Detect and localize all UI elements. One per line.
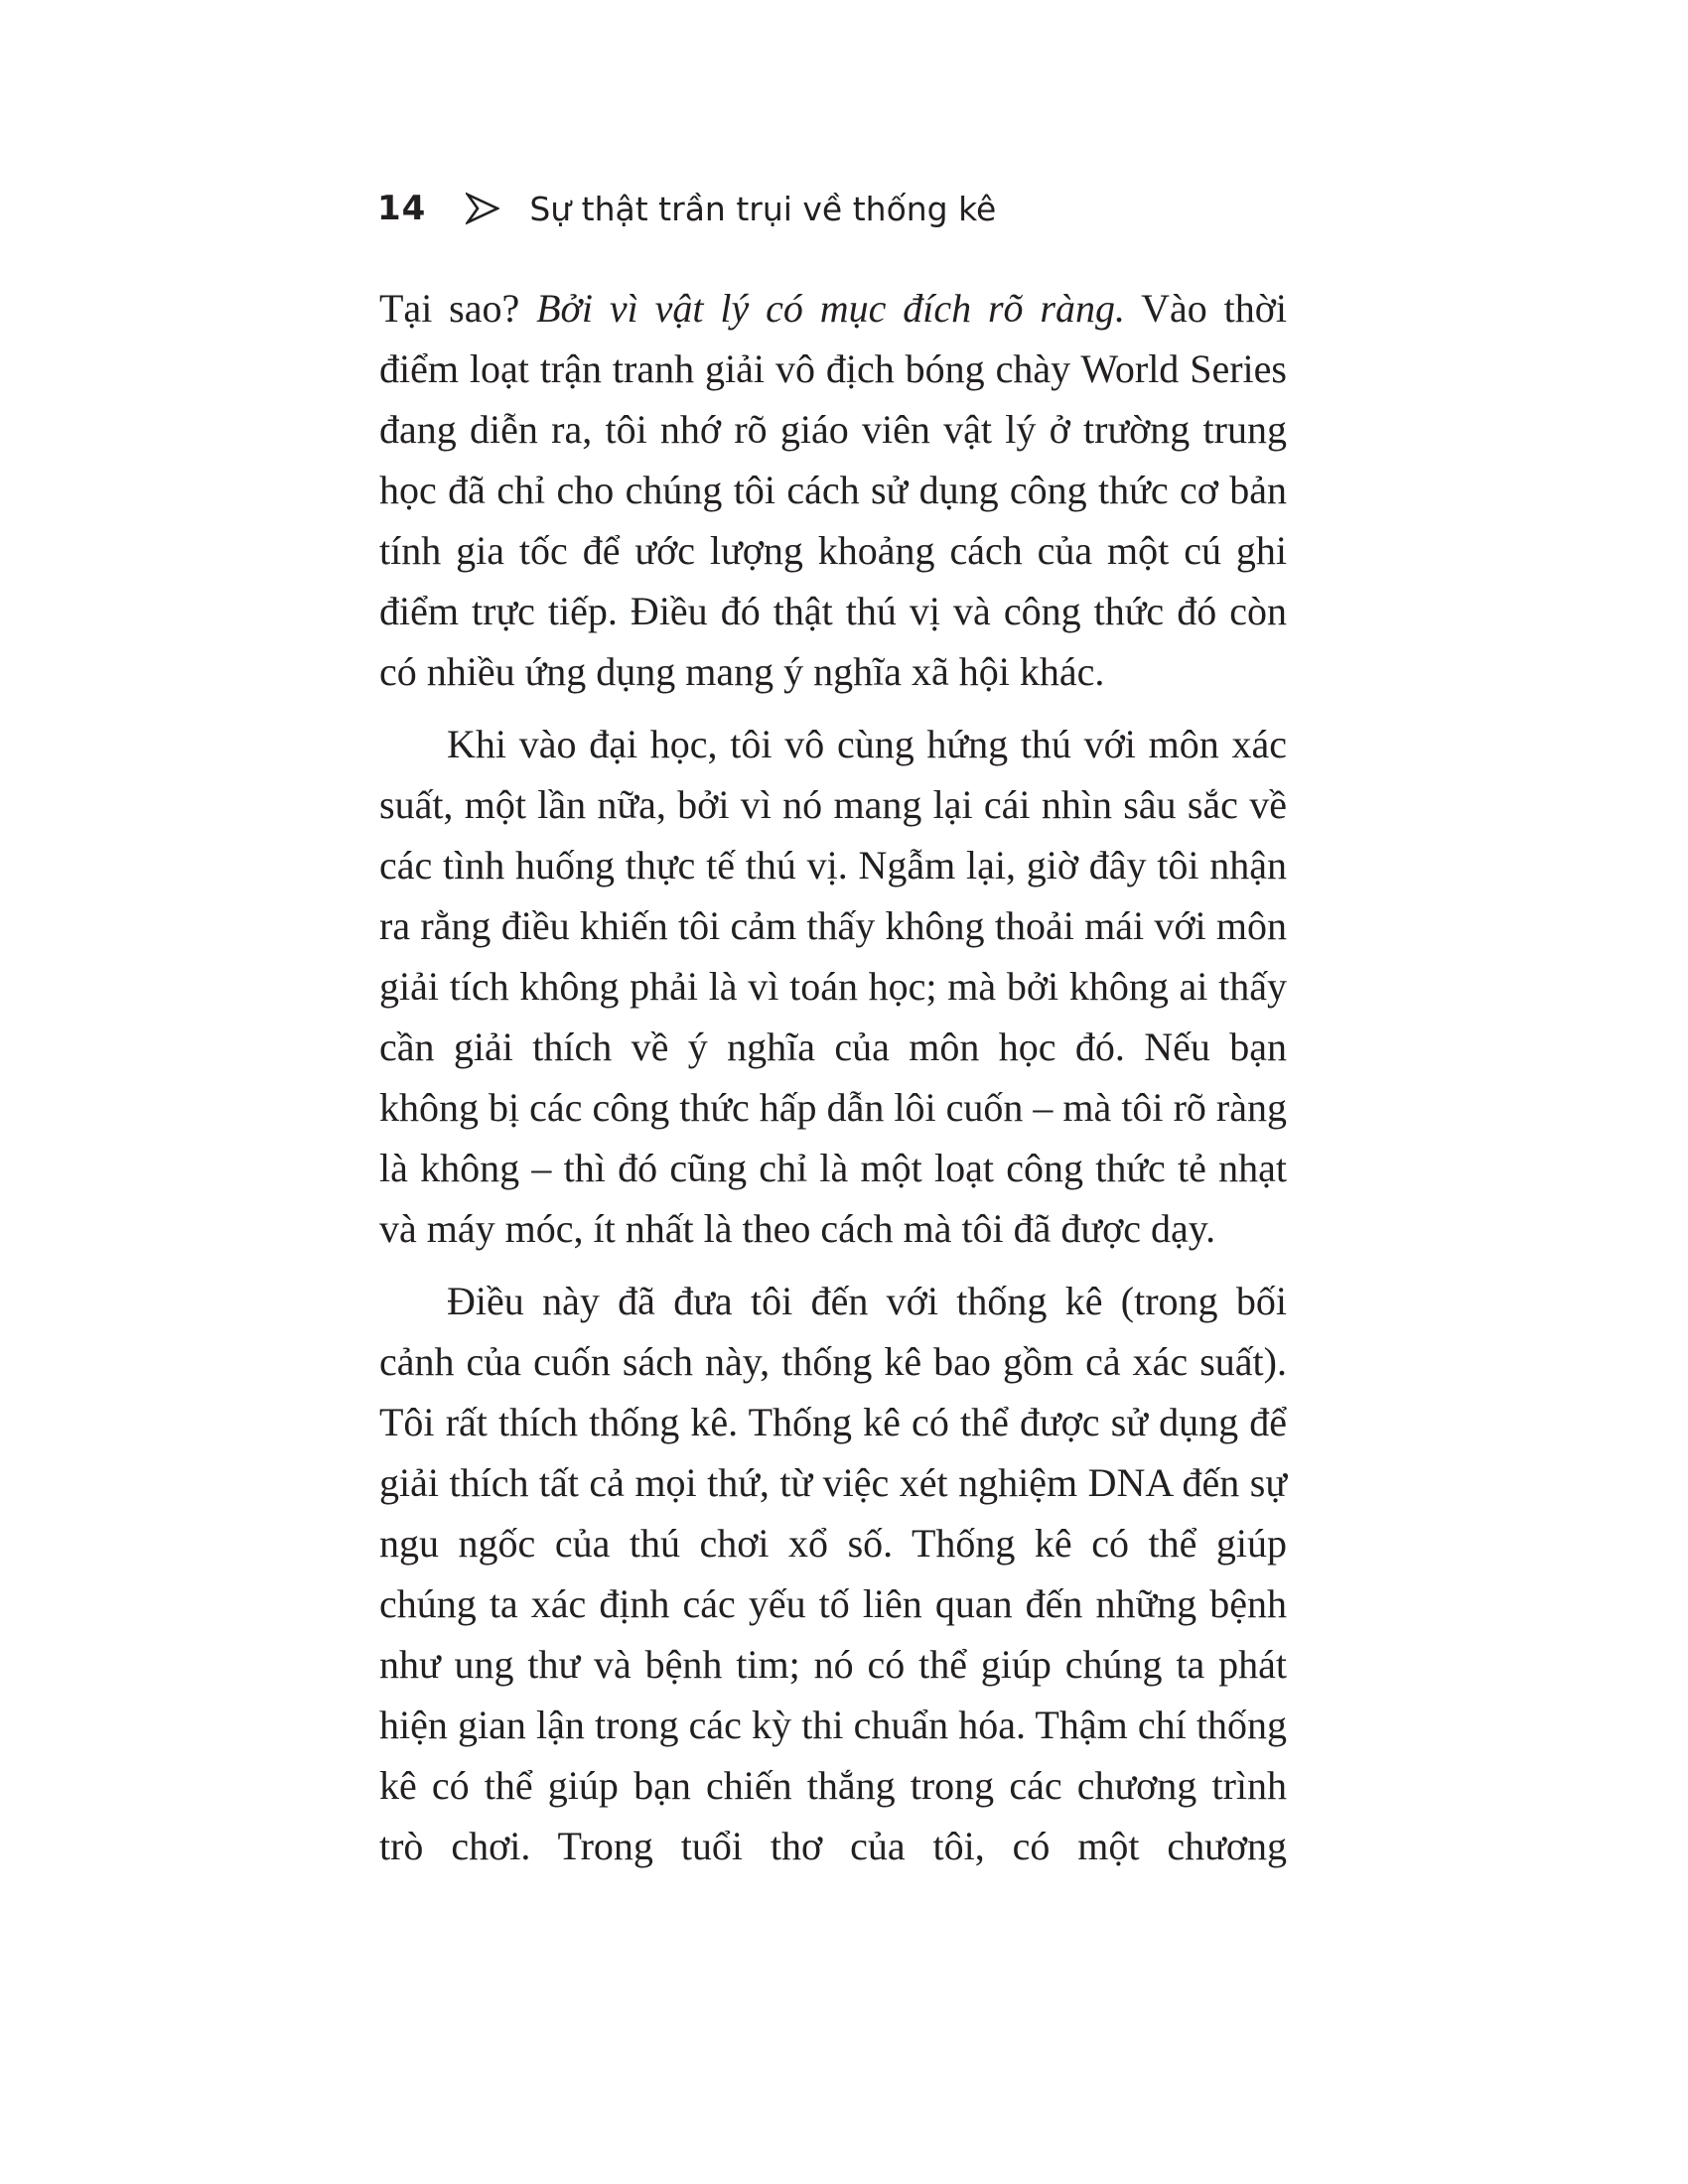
paragraph-1-lead: Tại sao?	[379, 286, 537, 331]
running-head	[377, 179, 996, 238]
page-number: 14	[377, 189, 427, 228]
paragraph-1-rest: Vào thời điểm loạt trận tranh giải vô địch bóng chày World Series đang diễn ra, tôi nhớ rõ giáo viên vật lý ở trường trung học đã chỉ cho chúng tôi cách sử dụng công thức cơ bản tính gia tốc để ước lượng khoảng cách của một cú ghi điểm trực tiếp. Điều đó thật thú vị và công thức đó còn có nhiều ứng dụng mang ý nghĩa xã hội khác.	[379, 286, 1288, 694]
arrowhead-right-icon	[466, 192, 499, 225]
body-text	[379, 278, 1287, 1888]
paragraph-1-italic: Bởi vì vật lý có mục đích rõ ràng.	[536, 286, 1125, 331]
paragraph-2: Khi vào đại học, tôi vô cùng hứng thú với môn xác suất, một lần nữa, bởi vì nó mang lại cái nhìn sâu sắc về các tình huống thực tế thú vị. Ngẫm lại, giờ đây tôi nhận ra rằng điều khiến tôi cảm thấy không thoải mái với môn giải tích không phải là vì toán học; mà bởi không ai thấy cần giải thích về ý nghĩa của môn học đó. Nếu bạn không bị các công thức hấp dẫn lôi cuốn – mà tôi rõ ràng là không – thì đó cũng chỉ là một loạt công thức tẻ nhạt và máy móc, ít nhất là theo cách mà tôi đã được dạy.	[379, 722, 1287, 1251]
running-title: Sự thật trần trụi về thống kê	[529, 189, 997, 228]
paragraph-3: Điều này đã đưa tôi đến với thống kê (trong bối cảnh của cuốn sách này, thống kê bao gồm cả xác suất). Tôi rất thích thống kê. Thống kê có thể được sử dụng để giải thích tất cả mọi thứ, từ việc xét nghiệm DNA đến sự ngu ngốc của thú chơi xổ số. Thống kê có thể giúp chúng ta xác định các yếu tố liên quan đến những bệnh như ung thư và bệnh tim; nó có thể giúp chúng ta phát hiện gian lận trong các kỳ thi chuẩn hóa. Thậm chí thống kê có thể giúp bạn chiến thắng trong các chương trình trò chơi. Trong tuổi thơ của tôi, có một chương	[379, 1279, 1287, 1868]
paragraph-1	[379, 278, 1287, 702]
